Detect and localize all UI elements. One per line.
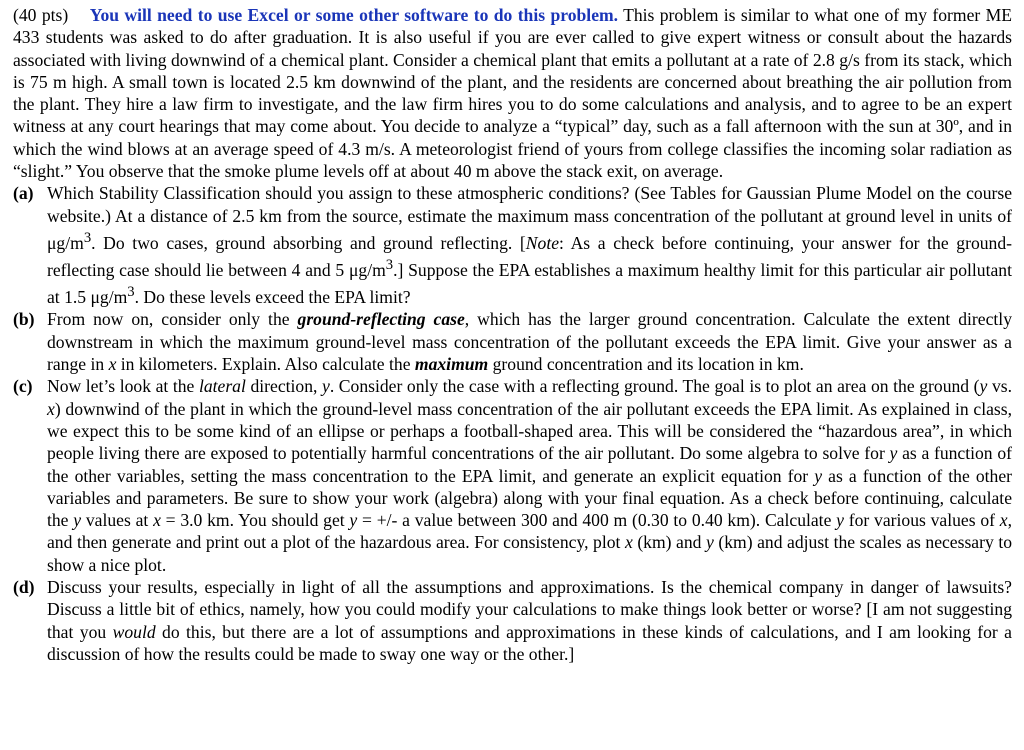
problem-intro	[13, 4, 1012, 182]
part-d-text: Discuss your results, especially in light of all the assumptions and approximations. Is the chemical company in danger of lawsuits? Discuss a little bit of ethics, namely, how you could modify your calculations to make things look better or worse? [I am not suggesting that you would do this, but there are a lot of assumptions and approximations in these kinds of calculations, and I am looking for a discussion of how the results could be made to sway one way or the other.]	[47, 577, 1012, 664]
part-c-text: Now let’s look at the lateral direction, y. Consider only the case with a reflecting ground. The goal is to plot an area on the ground (y vs. x) downwind of the plant in which the ground-level mass concentration of the air pollutant exceeds the EPA limit. As explained in class, we expect this to be some kind of an ellipse or perhaps a football-shaped area. This will be considered the “hazardous area”, in which people living there are exposed to potentially harmful concentrations of the air pollutant. Do some algebra to solve for y as a function of the other variables, setting the mass concentration to the EPA limit, and generate an explicit equation for y as a function of the other variables and parameters. Be sure to show your work (algebra) along with your final equation. As a check before continuing, calculate the y values at x = 3.0 km. You should get y = +/- a value between 300 and 400 m (0.30 to 0.40 km). Calculate y for various values of x, and then generate and print out a plot of the hazardous area. For consistency, plot x (km) and y (km) and adjust the scales as necessary to show a nice plot.	[47, 376, 1012, 575]
part-a-text: Which Stability Classification should you assign to these atmospheric conditions? (See Tables for Gaussian Plume Model on the course website.) At a distance of 2.5 km from the source, estimate the maximum mass concentration of the pollutant at ground level in units of $\mu g/m^3$. Do two cases, ground absorbing and ground reflecting. [Note: As a check before continuing, your answer for the ground-reflecting case should lie between 4 and 5 $\mu g/m^3$.] Suppose the EPA establishes a maximum healthy limit for this particular air pollutant at 1.5 $\mu g/m^3$. Do these levels exceed the EPA limit?	[47, 183, 1012, 308]
part-b-label: (b)	[13, 309, 35, 330]
ground-reflecting-emphasis: ground-reflecting case	[297, 309, 465, 330]
part-b-text: From now on, consider only the ground-reflecting case, which has the larger ground concentration. Calculate the extent directly downstream in which the maximum ground-level mass concentration of the pollutant exceeds the EPA limit. Give your answer as a range in x in kilometers. Explain. Also calculate the maximum ground concentration and its location in km.	[47, 309, 1012, 375]
part-d-label: (d)	[13, 577, 35, 597]
intro-text: This problem is similar to what one of my former ME 433 students was asked to do after graduation. It is also useful if you are ever called to give expert witness or consult about the hazards associated with living downwind of a chemical plant. Consider a chemical plant that emits a pollutant at a rate of 2.8 g/s from its stack, which is 75 m high. A small town is located 2.5 km downwind of the plant, and the residents are concerned about breathing the air pollution from the plant. They hire a law firm to investigate, and the law firm hires you to do some calculations and analysis, and to agree to be an expert witness at any court hearings that may come about. You decide to analyze a “typical” day, such as a fall afternoon with the sun at 30º, and in which the wind blows at an average speed of 4.3 m/s. A meteorologist friend of yours from college classifies the incoming solar radiation as “slight.” You observe that the smoke plume levels off at about 40 m above the stack exit, on average.	[13, 5, 1012, 182]
part-d	[13, 576, 1012, 665]
part-c	[13, 375, 1012, 576]
software-requirement-notice: You will need to use Excel or some other software to do this problem.	[89, 5, 619, 25]
part-b	[13, 308, 1012, 375]
part-a-label: (a)	[13, 183, 34, 204]
part-a	[13, 182, 1012, 308]
points-label: (40 pts)	[13, 5, 69, 25]
part-c-label: (c)	[13, 376, 33, 397]
